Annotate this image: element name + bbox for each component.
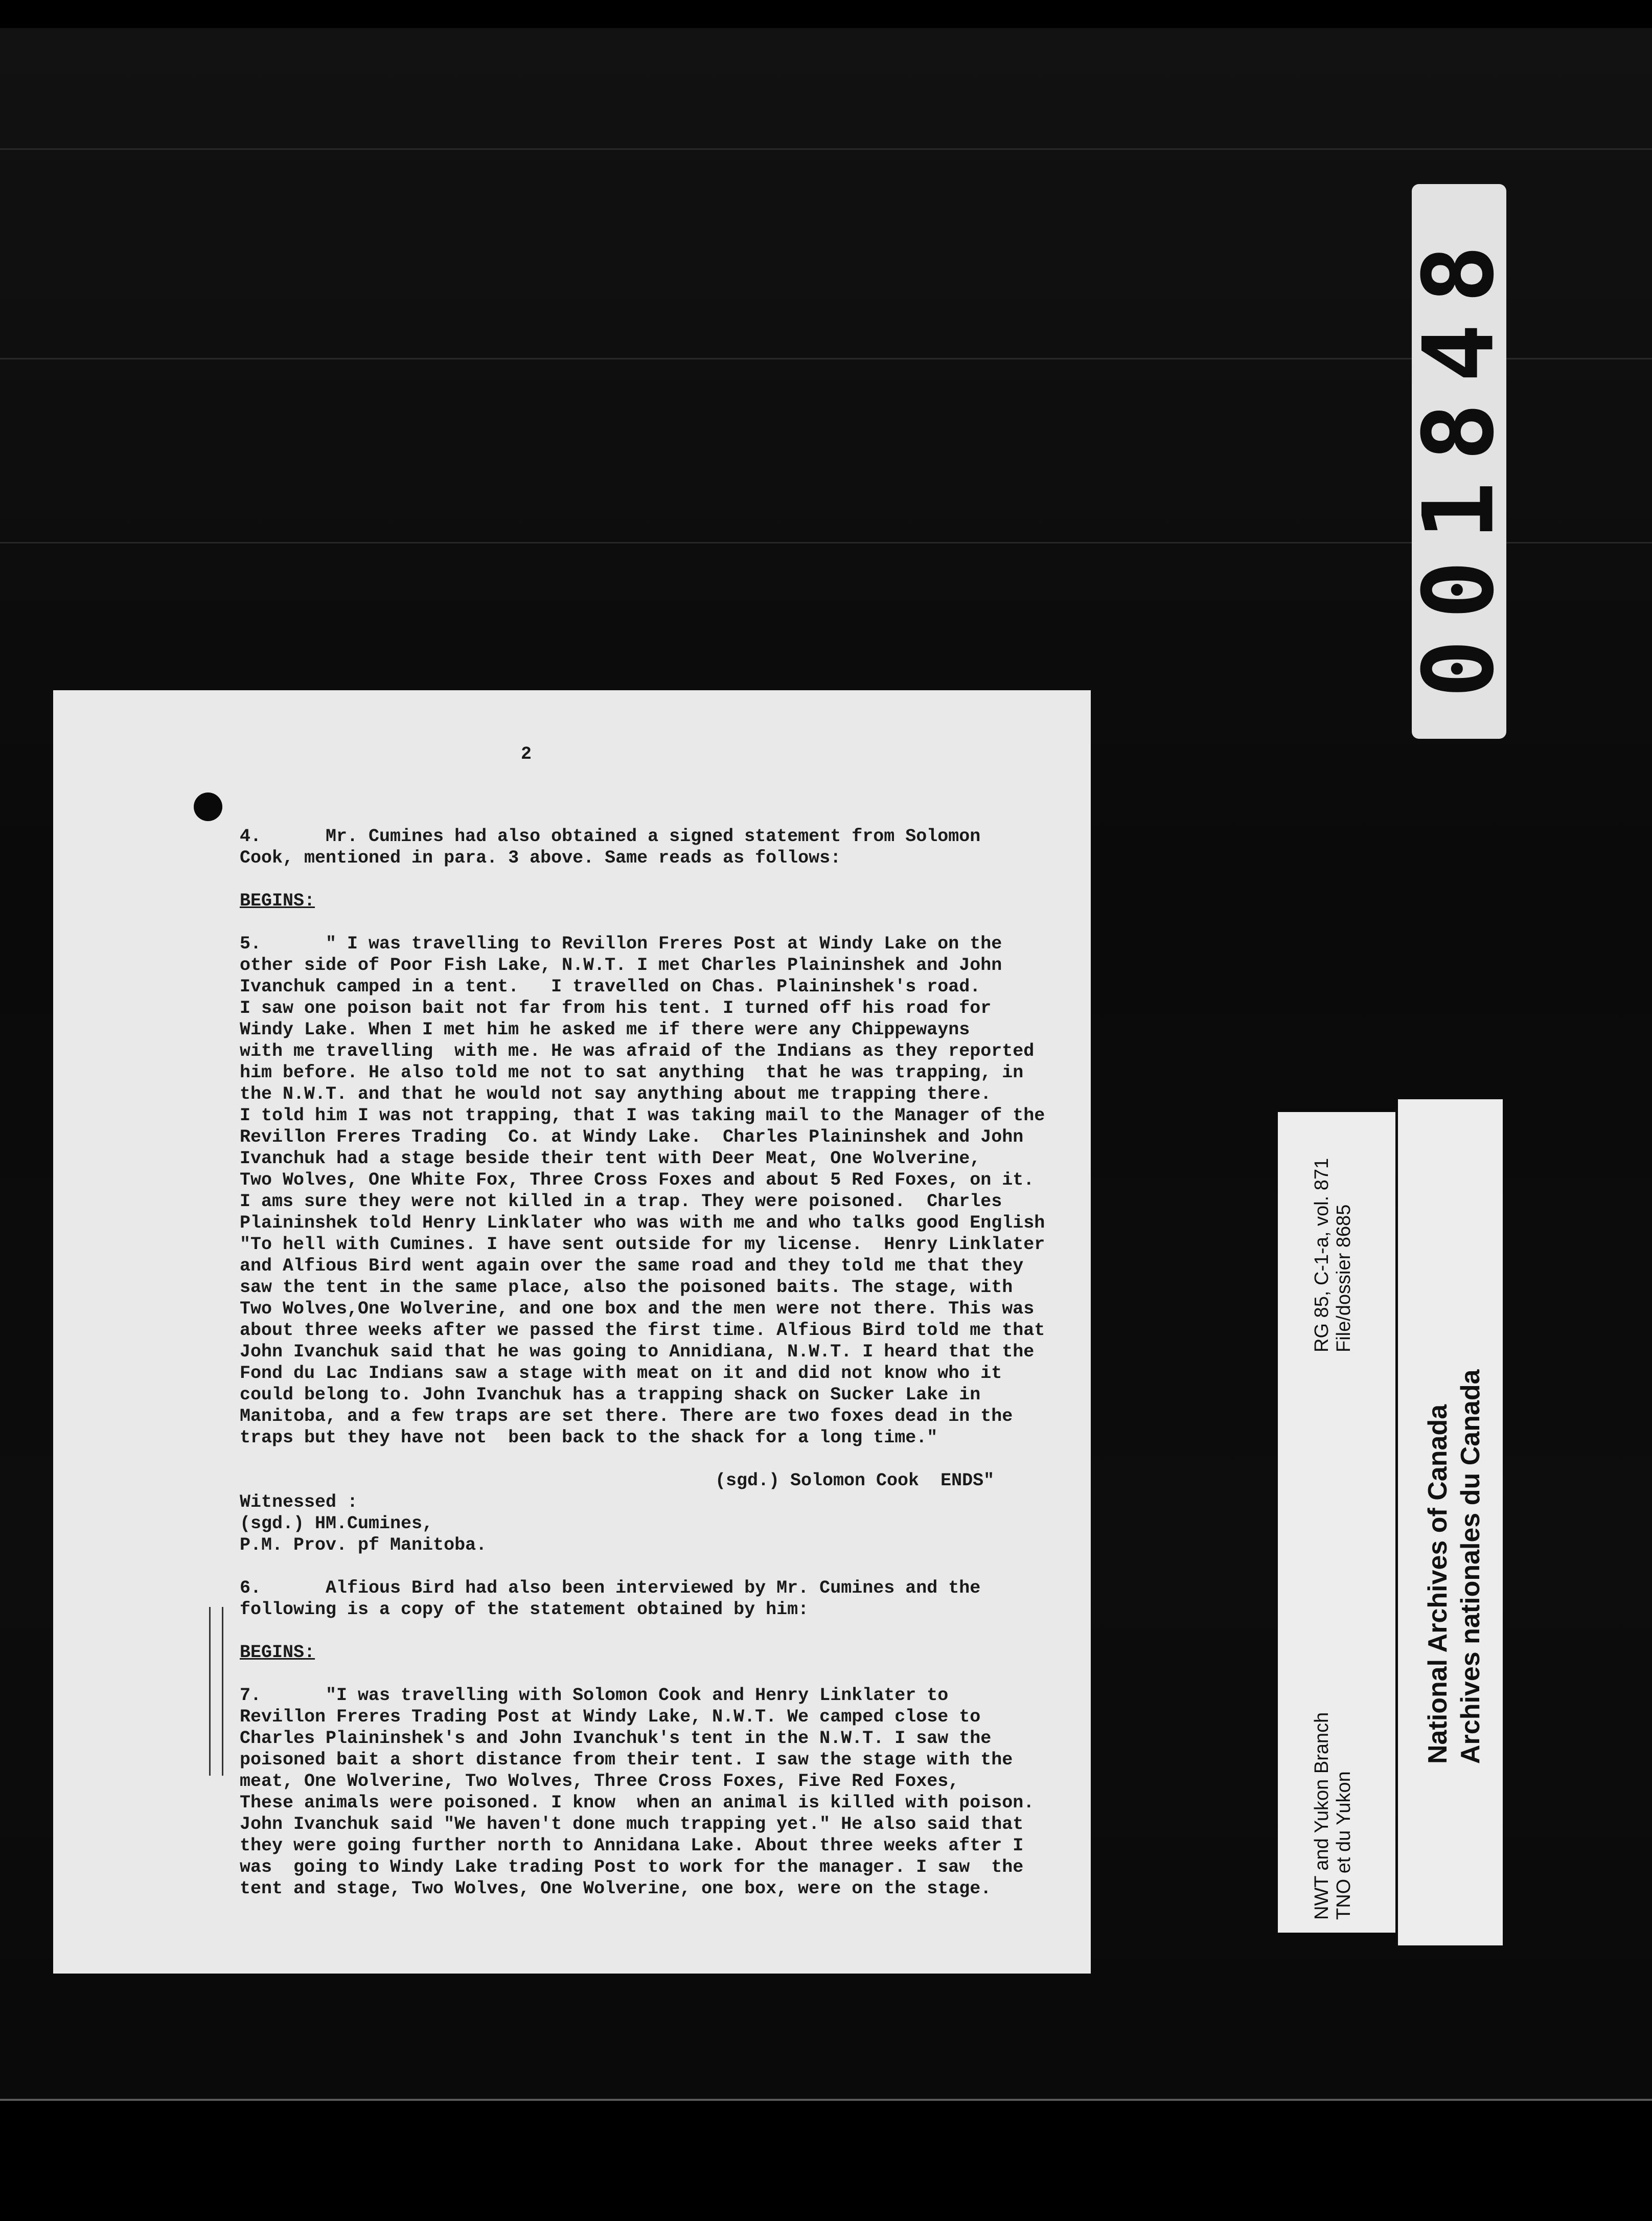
text-line: the N.W.T. and that he would not say anything about me trapping there. [240, 1084, 992, 1104]
frame-number-card [1402, 184, 1516, 739]
text-line: P.M. Prov. pf Manitoba. [240, 1535, 487, 1555]
text-line: Manitoba, and a few traps are set there. There are two foxes dead in the [240, 1406, 1013, 1426]
text-line: Windy Lake. When I met him he asked me if there were any Chippewayns [240, 1019, 970, 1040]
text-line: poisoned bait a short distance from their tent. I saw the stage with the [240, 1750, 1013, 1770]
text-line: and Alfious Bird went again over the same road and they told me that they [240, 1256, 1024, 1276]
document-body [240, 826, 1045, 1899]
text-line: other side of Poor Fish Lake, N.W.T. I met Charles Plaininshek and John [240, 955, 1002, 976]
text-line: following is a copy of the statement obtained by him: [240, 1599, 809, 1620]
file-reference: File/dossier 8685 [1333, 1204, 1355, 1352]
text-line: Cook, mentioned in para. 3 above. Same reads as follows: [240, 848, 841, 868]
text-line: I saw one poison bait not far from his tent. I turned off his road for [240, 998, 992, 1018]
margin-bracket-mark [209, 1607, 223, 1776]
typed-document-page [53, 690, 1091, 1974]
archives-name-fr: Archives nationales du Canada [1456, 1369, 1485, 1764]
text-line: 6. Alfious Bird had also been interviewed by Mr. Cumines and the [240, 1578, 981, 1598]
paragraph-7 [240, 1685, 1045, 1899]
branch-name-fr: TNO et du Yukon [1333, 1771, 1355, 1920]
text-line: Revillon Freres Trading Co. at Windy Lake. Charles Plaininshek and John [240, 1127, 1024, 1147]
film-edge-top [0, 0, 1652, 28]
text-line: Two Wolves, One White Fox, Three Cross Foxes and about 5 Red Foxes, on it. [240, 1170, 1035, 1190]
film-edge-bottom [0, 2099, 1652, 2221]
text-line: with me travelling with me. He was afraid of the Indians as they reported [240, 1041, 1035, 1061]
text-line: These animals were poisoned. I know when an animal is killed with poison. [240, 1793, 1035, 1813]
signature-line: (sgd.) Solomon Cook ENDS" [715, 1470, 995, 1491]
text-line: could belong to. John Ivanchuk has a trapping shack on Sucker Lake in [240, 1385, 981, 1405]
text-line: 7. "I was travelling with Solomon Cook and Henry Linklater to [240, 1685, 949, 1706]
text-line: I told him I was not trapping, that I was taking mail to the Manager of the [240, 1105, 1045, 1126]
text-line: John Ivanchuk said that he was going to Annidiana, N.W.T. I heard that the [240, 1342, 1035, 1362]
archives-name-en: National Archives of Canada [1423, 1404, 1453, 1764]
text-line: I ams sure they were not killed in a trap. They were poisoned. Charles [240, 1191, 1002, 1212]
text-line: Revillon Freres Trading Post at Windy Lake, N.W.T. We camped close to [240, 1707, 981, 1727]
text-line: Ivanchuk had a stage beside their tent with Deer Meat, One Wolverine, [240, 1148, 981, 1169]
text-line: "To hell with Cumines. I have sent outside for my license. Henry Linklater [240, 1234, 1045, 1255]
text-line: traps but they have not been back to the shack for a long time." [240, 1427, 938, 1448]
paragraph-4 [240, 826, 1045, 869]
punch-hole [194, 792, 222, 821]
film-streak [0, 148, 1652, 150]
witness-block [240, 1491, 1045, 1556]
text-line: him before. He also told me not to sat anything that he was trapping, in [240, 1062, 1024, 1083]
text-line: was going to Windy Lake trading Post to work for the manager. I saw the [240, 1857, 1024, 1877]
text-line: Charles Plaininshek's and John Ivanchuk's tent in the N.W.T. I saw the [240, 1728, 992, 1749]
text-line: 5. " I was travelling to Revillon Freres Post at Windy Lake on the [240, 934, 1002, 954]
frame-number: 001848 [1402, 224, 1516, 698]
national-archives-label [1398, 1099, 1503, 1945]
branch-name-en: NWT and Yukon Branch [1311, 1712, 1333, 1920]
paragraph-5 [240, 933, 1045, 1448]
text-line: (sgd.) HM.Cumines, [240, 1513, 433, 1534]
text-line: Witnessed : [240, 1492, 358, 1512]
paragraph-6 [240, 1577, 1045, 1620]
text-line: Two Wolves,One Wolverine, and one box and the men were not there. This was [240, 1299, 1035, 1319]
record-group-reference: RG 85, C-1-a, vol. 871 [1311, 1158, 1333, 1352]
begins-heading: BEGINS: [240, 1642, 315, 1663]
begins-heading: BEGINS: [240, 891, 315, 911]
text-line: Plaininshek told Henry Linklater who was with me and who talks good English [240, 1213, 1045, 1233]
text-line: Fond du Lac Indians saw a stage with meat on it and did not know who it [240, 1363, 1002, 1384]
text-line: tent and stage, Two Wolves, One Wolverine, one box, were on the stage. [240, 1878, 992, 1899]
text-line: about three weeks after we passed the first time. Alfious Bird told me that [240, 1320, 1045, 1341]
text-line: John Ivanchuk said "We haven't done much trapping yet." He also said that [240, 1814, 1024, 1834]
text-line: meat, One Wolverine, Two Wolves, Three Cross Foxes, Five Red Foxes, [240, 1771, 959, 1792]
archive-branch-label [1278, 1112, 1395, 1933]
text-line: they were going further north to Annidana Lake. About three weeks after I [240, 1835, 1024, 1856]
text-line: saw the tent in the same place, also the poisoned baits. The stage, with [240, 1277, 1013, 1298]
page-number: 2 [521, 744, 532, 764]
text-line: 4. Mr. Cumines had also obtained a signed statement from Solomon [240, 826, 981, 847]
text-line: Ivanchuk camped in a tent. I travelled on Chas. Plaininshek's road. [240, 977, 981, 997]
